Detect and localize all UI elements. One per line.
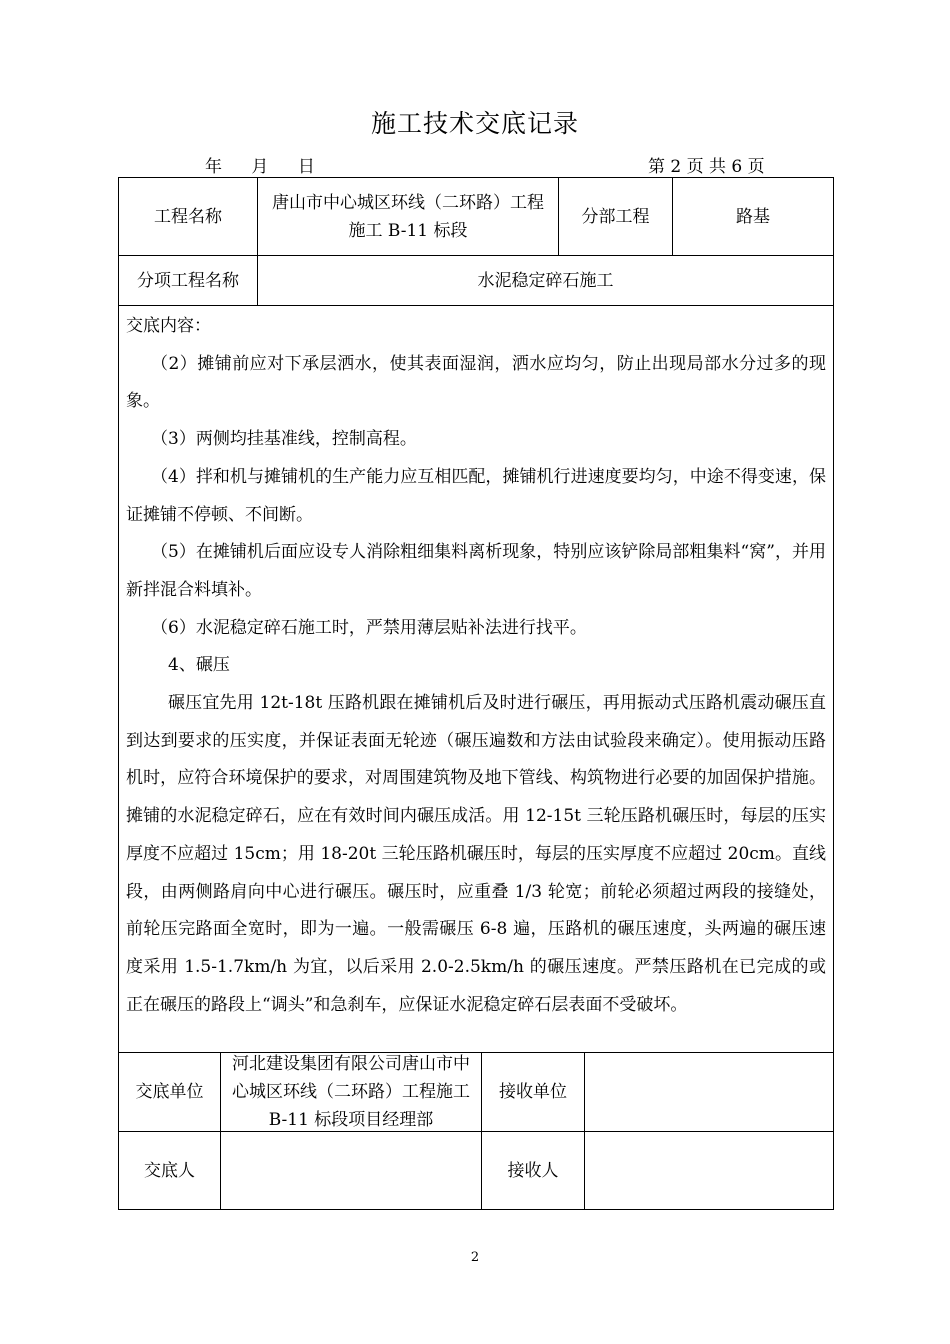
- row-divider: [119, 305, 833, 306]
- date-day-label: 日: [297, 157, 315, 177]
- division-label: 分部工程: [581, 206, 650, 227]
- project-name-label: 工程名称: [154, 206, 222, 227]
- handover-unit-label: 交底单位: [135, 1082, 204, 1102]
- receiver-label: 接收人: [507, 1160, 559, 1181]
- subitem-value: 水泥稳定碎石施工: [477, 270, 614, 291]
- subitem-label: 分项工程名称: [137, 270, 239, 291]
- document-title: 施工技术交底记录: [370, 109, 579, 138]
- division-value: 路基: [736, 206, 770, 227]
- content-paragraph: （5）在摊铺机后面应设专人消除粗细集料离析现象，特别应该铲除局部粗集料“窝”，并用新拌混合料填补。: [126, 542, 826, 600]
- receiving-unit-value: [585, 1053, 833, 1131]
- content-paragraph: （4）拌和机与摊铺机的生产能力应互相匹配，摊铺机行进速度要均匀，中途不得变速，保证摊铺不停顿、不间断。: [126, 466, 826, 525]
- section-heading: 4、碾压: [168, 655, 230, 676]
- receiving-unit-label: 接收单位: [499, 1082, 567, 1102]
- date-line: [205, 152, 339, 177]
- handover-unit-value: 河北建设集团有限公司唐山市中心城区环线（二环路）工程施工 B-11 标段项目经理部: [232, 1054, 470, 1130]
- date-year-label: 年: [205, 157, 222, 177]
- content-paragraph: 碾压宜先用 12t-18t 压路机跟在摊铺机后及时进行碾压，再用振动式压路机震动碾压直到达到要求的压实度，并保证表面无轮迹（碾压遍数和方法由试验段来确定）。使用振动压路机时，应符合环境保护的要求，对周围建筑物及地下管线、构筑物进行必要的加固保护措施。摊铺的水泥稳定碎石，应在有效时间内碾压成活。用 12-15t 三轮压路机碾压时，每层的压实厚度不应超过 15cm；用 18-20t 三轮压路机碾压时，每层的压实厚度不应超过 20cm。直线段，由两侧路肩向中心进行碾压。碾压时，应重叠 1/3 轮宽；前轮必须超过两段的接缝处，前轮压完路面全宽时，即为一遍。一般需碾压 6-8 遍，压路机的碾压速度，头两遍的碾压速度采用 1.5-1.7km/h 为宜，以后采用 2.0-2.5km/h 的碾压速度。严禁压路机在已完成的或正在碾压的路段上“调头”和急刹车，应保证水泥稳定碎石层表面不受破坏。: [126, 693, 826, 1015]
- page-info: 第 2 页 共 6 页: [648, 157, 765, 177]
- content-paragraph: （3）两侧均挂基准线，控制高程。: [151, 429, 417, 450]
- content-label: 交底内容：: [126, 316, 211, 336]
- page-number: 2: [470, 1250, 480, 1265]
- handover-content: [126, 308, 826, 1024]
- handover-person-label: 交底人: [144, 1160, 195, 1181]
- handover-person-value: [221, 1132, 481, 1209]
- date-month-label: 月: [251, 157, 269, 177]
- content-paragraph: （2）摊铺前应对下承层洒水，使其表面湿润，洒水应均匀，防止出现局部水分过多的现象。: [126, 353, 826, 412]
- receiver-value: [585, 1132, 833, 1209]
- project-name-value: 唐山市中心城区环线（二环路）工程施工 B-11 标段: [272, 192, 544, 241]
- content-paragraph: （6）水泥稳定碎石施工时，严禁用薄层贴补法进行找平。: [151, 617, 587, 638]
